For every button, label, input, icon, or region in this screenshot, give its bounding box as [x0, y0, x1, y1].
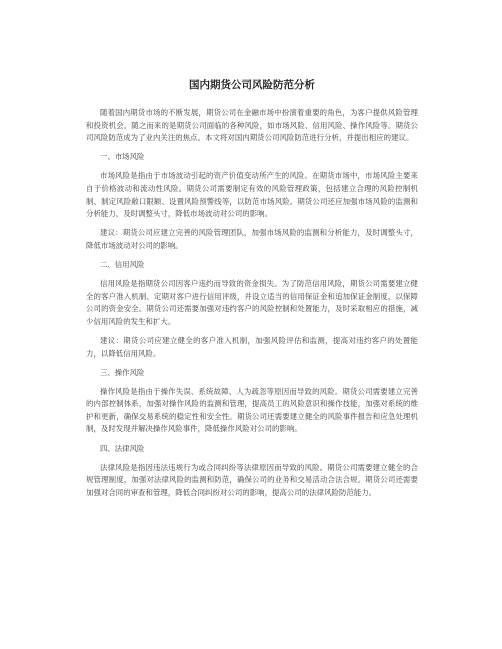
section-heading-operational-risk: 三、操作风险 — [100, 367, 145, 377]
section-body-credit-risk: 信用风险是指期货公司因客户违约而导致的资金损失。为了防范信用风险，期货公司需要建立健全的客户准入机制、定期对客户进行信用评级，并设立适当的信用保证金和追加保证金制度，以保障公司的资金安全。期货公司还需要加强对违约客户的风险控制和处置能力，及时采取相应的措施，减少信用风险的发生和扩大。 — [86, 279, 418, 326]
section-body-legal-risk: 法律风险是指因违法违规行为或合同纠纷等法律原因而导致的风险。期货公司需要建立健全的合规管理制度，加强对法律风险的监测和防范，确保公司的业务和交易活动合法合规。期货公司还需要加强对合同的审查和管理，降低合同纠纷对公司的影响，提高公司的法律风险防范能力。 — [86, 462, 418, 497]
section-advice-credit-risk: 建议：期货公司应建立健全的客户准入机制，加强风险评估和监测，提高对违约客户的处置能力，以降低信用风险。 — [86, 335, 418, 358]
section-heading-market-risk: 一、市场风险 — [100, 152, 145, 162]
intro-paragraph: 随着国内期货市场的不断发展，期货公司在金融市场中扮演着重要的角色，为客户提供风险管理和投资机会。随之而来的是期货公司面临的各种风险，如市场风险、信用风险、操作风险等。期货公司风险防范成为了业内关注的焦点。本文将对国内期货公司风险防范进行分析，并提出相应的建议。 — [86, 108, 418, 143]
section-body-market-risk: 市场风险是指由于市场波动引起的资产价值变动所产生的风险。在期货市场中，市场风险主要来自于价格波动和流动性风险。期货公司需要制定有效的风险管理政策，包括建立合理的风险控制机制、制定风险敞口限额、设置风险预警线等，以防范市场风险。期货公司还应加强市场风险的监测和分析能力，及时调整头寸，降低市场波动对公司的影响。 — [86, 171, 418, 219]
section-heading-legal-risk: 四、法律风险 — [100, 443, 145, 453]
document-page — [86, 78, 418, 506]
section-advice-market-risk: 建议：期货公司应建立完善的风险管理团队，加强市场风险的监测和分析能力，及时调整头寸，降低市场波动对公司的影响。 — [86, 228, 418, 250]
section-heading-credit-risk: 二、信用风险 — [100, 259, 145, 269]
document-title: 国内期货公司风险防范分析 — [189, 79, 315, 91]
section-body-operational-risk: 操作风险是指由于操作失误、系统故障、人为疏忽等原因而导致的风险。期货公司需要建立完善的内部控制体系，加强对操作风险的监测和管理，提高员工的风险意识和操作技能，加强对系统的维护和更新，确保交易系统的稳定性和安全性。期货公司还需要建立健全的风险事件报告和应急处理机制，及时发现并解决操作风险事件，降低操作风险对公司的影响。 — [86, 386, 418, 434]
